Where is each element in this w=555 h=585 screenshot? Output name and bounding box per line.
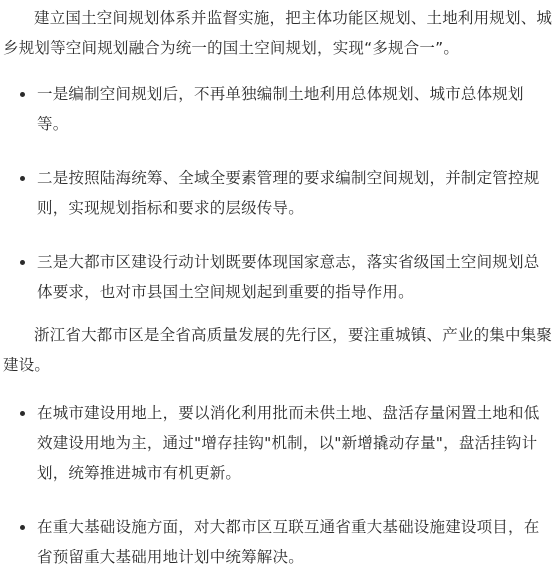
bullet-list-planning	[0, 79, 555, 331]
list-item	[0, 512, 552, 572]
list-item-text: 在城市建设用地上，要以消化利用批而未供土地、盘活存量闲置土地和低效建设用地为主，通过"增存挂钩"机制，以"新增撬动存量"，盘活挂钩计划，统筹推进城市有机更新。	[37, 404, 540, 482]
list-item-text: 一是编制空间规划后，不再单独编制土地利用总体规划、城市总体规划等。	[37, 85, 524, 133]
list-item-text: 二是按照陆海统筹、全域全要素管理的要求编制空间规划，并制定管控规则，实现规划指标和要求的层级传导。	[37, 169, 540, 217]
bullet-icon	[20, 260, 25, 265]
bullet-icon	[20, 92, 25, 97]
list-item	[0, 398, 552, 488]
bullet-list-land-use	[0, 398, 555, 585]
paragraph-zhejiang: 浙江省大都市区是全省高质量发展的先行区，要注重城镇、产业的集中集聚建设。	[3, 326, 553, 374]
bullet-icon	[20, 411, 25, 416]
list-item	[0, 79, 552, 139]
list-item-text: 在重大基础设施方面，对大都市区互联互通省重大基础设施建设项目，在省预留重大基础用地计划中统筹解决。	[37, 518, 540, 566]
paragraph-intro: 建立国土空间规划体系并监督实施，把主体功能区规划、土地利用规划、城乡规划等空间规划融合为统一的国土空间规划，实现“多规合一”。	[3, 9, 553, 57]
list-item	[0, 163, 552, 223]
list-item-text: 三是大都市区建设行动计划既要体现国家意志，落实省级国土空间规划总体要求，也对市县国土空间规划起到重要的指导作用。	[37, 253, 540, 301]
list-item	[0, 247, 552, 307]
bullet-icon	[20, 525, 25, 530]
bullet-icon	[20, 176, 25, 181]
